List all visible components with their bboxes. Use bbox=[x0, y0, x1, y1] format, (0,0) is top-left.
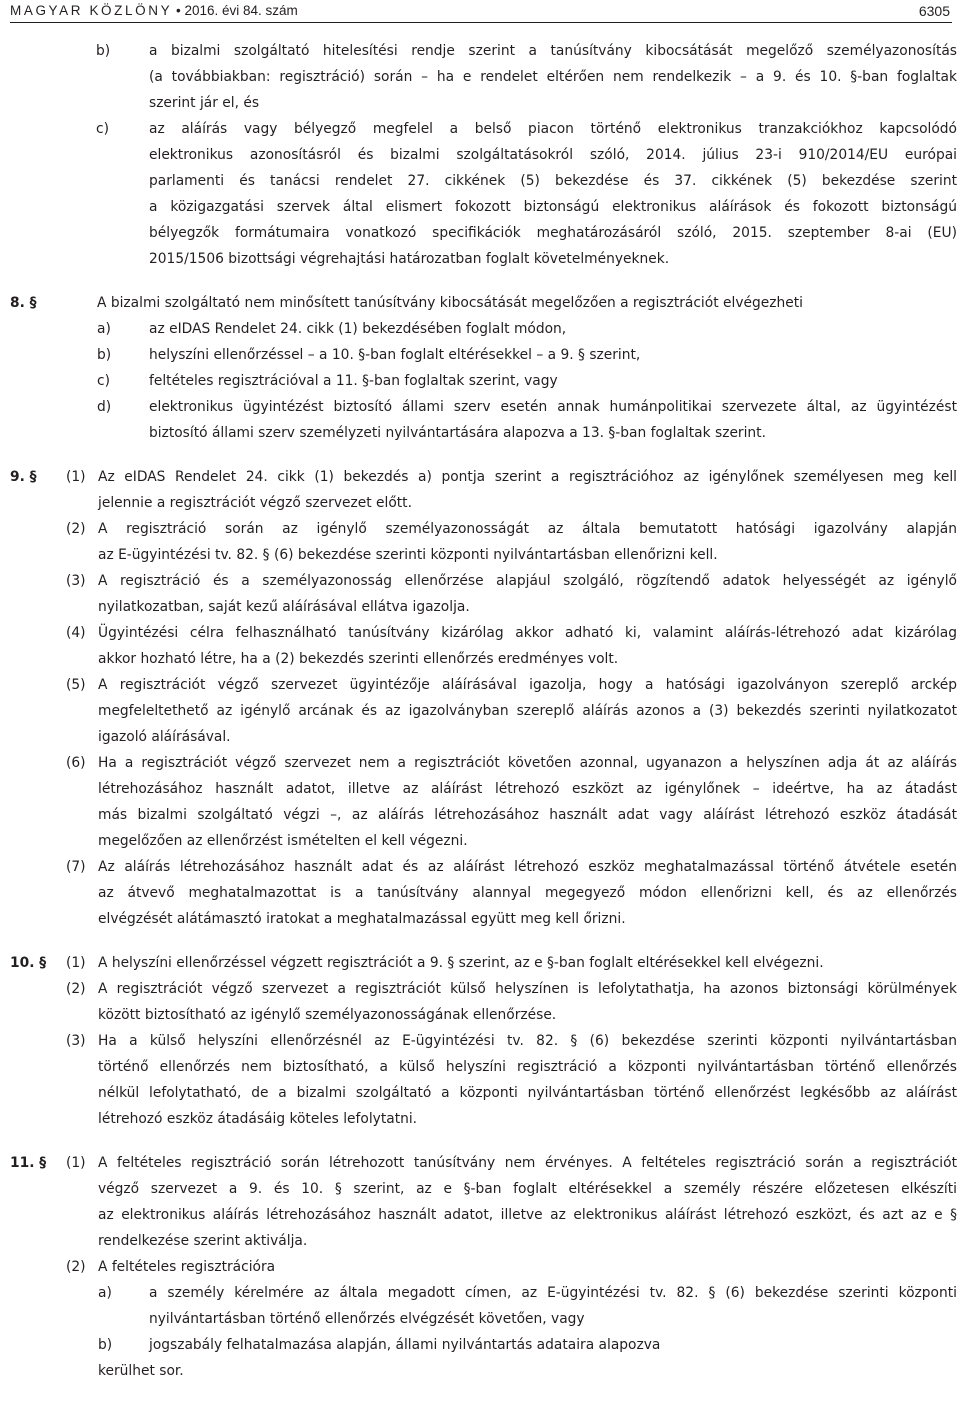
line-text: Ügyintézési célra felhasználható tanúsítvány kizárólag akkor adható ki, valamint aláírás-létrehozó adat kizárólag bbox=[98, 625, 957, 641]
line-text: A regisztrációt végző szervezet a regisztrációt külső helyszínen is lefolytathatja, ha azonos biztonsági körülmények bbox=[98, 981, 957, 997]
line-text: a bizalmi szolgáltató hitelesítési rendje szerint a tanúsítvány kibocsátását megelőző személyazonosítás bbox=[149, 43, 957, 59]
line-text: bélyegzők formátumaira vonatkozó specifikációk meghatározásáról szóló, 2015. szeptember 8-ai (EU) bbox=[149, 225, 957, 241]
line-text: megelőzően az ellenőrzést ismételten el kell végezni. bbox=[98, 833, 468, 849]
line-text: szerint jár el, és bbox=[149, 95, 260, 111]
section-gap bbox=[0, 446, 960, 464]
line-text: A bizalmi szolgáltató nem minősített tanúsítvány kibocsátását megelőzően a regisztrációt elvégezheti bbox=[97, 295, 803, 311]
header-bullet: • bbox=[175, 3, 181, 18]
text-line bbox=[0, 828, 960, 854]
text-line bbox=[0, 1080, 960, 1106]
item-label: (2) bbox=[66, 521, 86, 537]
text-line bbox=[0, 724, 960, 750]
section-number: 9. § bbox=[10, 469, 37, 485]
line-text: az aláírás vagy bélyegző megfelel a belső piacon történő elektronikus tranzakciókhoz kapcsolódó bbox=[149, 121, 957, 137]
text-line bbox=[0, 750, 960, 776]
publication-name: MAGYAR KÖZLÖNY bbox=[10, 3, 173, 18]
section-block bbox=[0, 290, 960, 446]
item-label: b) bbox=[98, 1337, 113, 1353]
text-line bbox=[0, 646, 960, 672]
line-text: A feltételes regisztráció során létrehozott tanúsítvány nem érvényes. A feltételes regisztráció során a regisztrációt bbox=[98, 1155, 957, 1171]
text-line bbox=[0, 802, 960, 828]
line-text: akkor hozható létre, ha a (2) bekezdés szerinti ellenőrzés eredményes volt. bbox=[98, 651, 619, 667]
text-line bbox=[0, 880, 960, 906]
text-line bbox=[0, 1202, 960, 1228]
text-line bbox=[0, 542, 960, 568]
section-block bbox=[0, 950, 960, 1132]
text-line bbox=[0, 568, 960, 594]
item-label: (5) bbox=[66, 677, 86, 693]
line-text: A helyszíni ellenőrzéssel végzett regisztrációt a 9. § szerint, az e §-ban foglalt eltérésekkel kell elvégezni. bbox=[98, 955, 824, 971]
line-text: 2015/1506 bizottsági végrehajtási határozatban foglalt követelményeknek. bbox=[149, 251, 670, 267]
text-line bbox=[0, 594, 960, 620]
item-label: b) bbox=[97, 347, 112, 363]
line-text: Az aláírás létrehozásához használt adat és az aláírást létrehozó eszköz meghatalmazással történő átvétele esetén bbox=[98, 859, 957, 875]
item-label: b) bbox=[96, 43, 111, 59]
item-label: a) bbox=[97, 321, 111, 337]
line-text: A regisztráció során az igénylő személyazonosságát az általa bemutatott hatósági igazolvány alapján bbox=[98, 521, 957, 537]
item-label: (1) bbox=[66, 1155, 86, 1171]
item-label: (6) bbox=[66, 755, 86, 771]
line-text: megfeleltethető az igénylő arcának és az igazolványban szereplő aláírás azonos a (3) bekezdés szerinti nyilatkozatot bbox=[98, 703, 957, 719]
line-text: nyilatkozatban, saját kezű aláírásával ellátva igazolja. bbox=[98, 599, 470, 615]
line-text: a közigazgatási szervek által elismert fokozott biztonságú elektronikus aláírások és fokozott biztonságú bbox=[149, 199, 957, 215]
text-line bbox=[0, 316, 960, 342]
item-label: (2) bbox=[66, 1259, 86, 1275]
line-text: biztosító állami szerv személyzeti nyilvántartására alapozva a 13. §-ban foglaltak szerint. bbox=[149, 425, 766, 441]
text-line bbox=[0, 1254, 960, 1280]
text-line bbox=[0, 1228, 960, 1254]
line-text: a személy kérelmére az általa megadott címen, az E-ügyintézési tv. 82. § (6) bekezdése szerinti központi bbox=[149, 1285, 957, 1301]
text-line bbox=[0, 394, 960, 420]
header-left bbox=[10, 3, 298, 18]
line-text: az E-ügyintézési tv. 82. § (6) bekezdése szerinti központi nyilvántartásban ellenőrizni kell. bbox=[98, 547, 718, 563]
line-text: elektronikus ügyintézést biztosító állami szerv esetén annak humánpolitikai szervezete által, az ügyintézést bbox=[149, 399, 957, 415]
text-line bbox=[0, 906, 960, 932]
line-text: az átvevő meghatalmazottat is a tanúsítvány alannyal megegyező módon ellenőrizni kell, és az ellenőrzés bbox=[98, 885, 957, 901]
line-text: létrehozásához használt adatot, illetve az aláírást létrehozó eszközt az igénylőnek – ideértve, ha az átadást bbox=[98, 781, 957, 797]
text-line bbox=[0, 246, 960, 272]
text-line bbox=[0, 1280, 960, 1306]
line-text: az elektronikus aláírás létrehozásához használt adatot, illetve az elektronikus aláírást létrehozó eszközt, és azt az e § bbox=[98, 1207, 957, 1223]
text-line bbox=[0, 194, 960, 220]
text-line bbox=[0, 620, 960, 646]
section-number: 11. § bbox=[10, 1155, 47, 1171]
item-label: d) bbox=[97, 399, 112, 415]
text-line bbox=[0, 854, 960, 880]
text-line bbox=[0, 1054, 960, 1080]
item-label: (3) bbox=[66, 1033, 86, 1049]
page-number: 6305 bbox=[918, 3, 950, 19]
line-text: (a továbbiakban: regisztráció) során – ha e rendelet eltérően nem rendelkezik – a 9. és 10. §-ban foglaltak bbox=[149, 69, 957, 85]
section-gap bbox=[0, 932, 960, 950]
line-text: helyszíni ellenőrzéssel – a 10. §-ban foglalt eltérésekkel – a 9. § szerint, bbox=[149, 347, 641, 363]
text-line bbox=[0, 1176, 960, 1202]
line-text: más bizalmi szolgáltató végzi –, az aláírás létrehozásához használt adat vagy aláírást létrehozó eszköz átadását bbox=[98, 807, 957, 823]
line-text: A feltételes regisztrációra bbox=[98, 1259, 276, 1275]
page-header bbox=[10, 0, 952, 23]
line-text: történő ellenőrzés nem biztosítható, a külső helyszíni regisztráció a központi nyilvántartásban történő ellenőrzés bbox=[98, 1059, 957, 1075]
text-line bbox=[0, 290, 960, 316]
text-line bbox=[0, 490, 960, 516]
text-line bbox=[0, 420, 960, 446]
text-line bbox=[0, 976, 960, 1002]
issue-label: 2016. évi 84. szám bbox=[184, 3, 298, 18]
text-line bbox=[0, 950, 960, 976]
line-text: Ha a regisztrációt végző szervezet nem a regisztrációt követően azonnal, ugyanazon a helyszínen adja át az aláírás bbox=[98, 755, 957, 771]
text-line bbox=[0, 368, 960, 394]
item-label: (1) bbox=[66, 955, 86, 971]
text-line bbox=[0, 342, 960, 368]
text-line bbox=[0, 464, 960, 490]
item-label: (4) bbox=[66, 625, 86, 641]
item-label: (2) bbox=[66, 981, 86, 997]
line-text: rendelkezése szerint aktiválja. bbox=[98, 1233, 308, 1249]
text-line bbox=[0, 90, 960, 116]
text-line bbox=[0, 168, 960, 194]
document-body bbox=[0, 38, 960, 1384]
line-text: létrehozó eszköz átadásáig köteles lefolytatni. bbox=[98, 1111, 418, 1127]
line-text: jogszabály felhatalmazása alapján, állami nyilvántartás adataira alapozva bbox=[149, 1337, 661, 1353]
text-line bbox=[0, 220, 960, 246]
item-label: (7) bbox=[66, 859, 86, 875]
text-line bbox=[0, 64, 960, 90]
text-line bbox=[0, 1306, 960, 1332]
item-label: a) bbox=[98, 1285, 112, 1301]
line-text: Ha a külső helyszíni ellenőrzésnél az E-ügyintézési tv. 82. § (6) bekezdése szerinti központi nyilvántartásban bbox=[98, 1033, 957, 1049]
line-text: nyilvántartásban történő ellenőrzés elvégzését követően, vagy bbox=[149, 1311, 585, 1327]
line-text: igazoló aláírásával. bbox=[98, 729, 231, 745]
line-text: feltételes regisztrációval a 11. §-ban foglaltak szerint, vagy bbox=[149, 373, 558, 389]
text-line bbox=[0, 1332, 960, 1358]
text-line bbox=[0, 1106, 960, 1132]
section-block bbox=[0, 464, 960, 932]
section-number: 10. § bbox=[10, 955, 47, 971]
item-label: (3) bbox=[66, 573, 86, 589]
text-line bbox=[0, 1028, 960, 1054]
text-line bbox=[0, 142, 960, 168]
line-text: elektronikus azonosításról és bizalmi szolgáltatásokról szóló, 2014. július 23-i 910/2014/EU európai bbox=[149, 147, 957, 163]
line-text: jelennie a regisztrációt végző szervezet előtt. bbox=[98, 495, 412, 511]
section-number: 8. § bbox=[10, 295, 37, 311]
text-line bbox=[0, 1002, 960, 1028]
line-text: között biztosítható az igénylő személyazonosságának ellenőrzése. bbox=[98, 1007, 557, 1023]
text-line bbox=[0, 38, 960, 64]
item-label: c) bbox=[96, 121, 109, 137]
line-text: kerülhet sor. bbox=[98, 1363, 184, 1379]
section-gap bbox=[0, 1132, 960, 1150]
section-block bbox=[0, 1150, 960, 1384]
text-line bbox=[0, 516, 960, 542]
line-text: parlamenti és tanácsi rendelet 27. cikkének (5) bekezdése és 37. cikkének (5) bekezdése szerint bbox=[149, 173, 957, 189]
text-line bbox=[0, 116, 960, 142]
text-line bbox=[0, 1150, 960, 1176]
item-label: (1) bbox=[66, 469, 86, 485]
line-text: Az eIDAS Rendelet 24. cikk (1) bekezdés a) pontja szerint a regisztrációhoz az igénylőnek személyesen meg kell bbox=[98, 469, 957, 485]
text-line bbox=[0, 698, 960, 724]
line-text: az eIDAS Rendelet 24. cikk (1) bekezdésében foglalt módon, bbox=[149, 321, 567, 337]
item-label: c) bbox=[97, 373, 110, 389]
line-text: nélkül lefolytatható, de a bizalmi szolgáltató a központi nyilvántartásban történő ellenőrzést legkésőbb az aláírást bbox=[98, 1085, 957, 1101]
line-text: végző szervezet a 9. és 10. § szerint, az e §-ban foglalt eltérésekkel a személy részére előzetesen elkészíti bbox=[98, 1181, 957, 1197]
line-text: A regisztrációt végző szervezet ügyintézője aláírásával igazolja, hogy a hatósági igazolványon szereplő arckép bbox=[98, 677, 957, 693]
section-block bbox=[0, 38, 960, 272]
section-gap bbox=[0, 272, 960, 290]
line-text: A regisztráció és a személyazonosság ellenőrzése alapjául szolgáló, rögzítendő adatok helyességét az igénylő bbox=[98, 573, 957, 589]
text-line bbox=[0, 672, 960, 698]
text-line bbox=[0, 776, 960, 802]
line-text: elvégzését alátámasztó iratokat a meghatalmazással együtt meg kell őrizni. bbox=[98, 911, 626, 927]
text-line bbox=[0, 1358, 960, 1384]
